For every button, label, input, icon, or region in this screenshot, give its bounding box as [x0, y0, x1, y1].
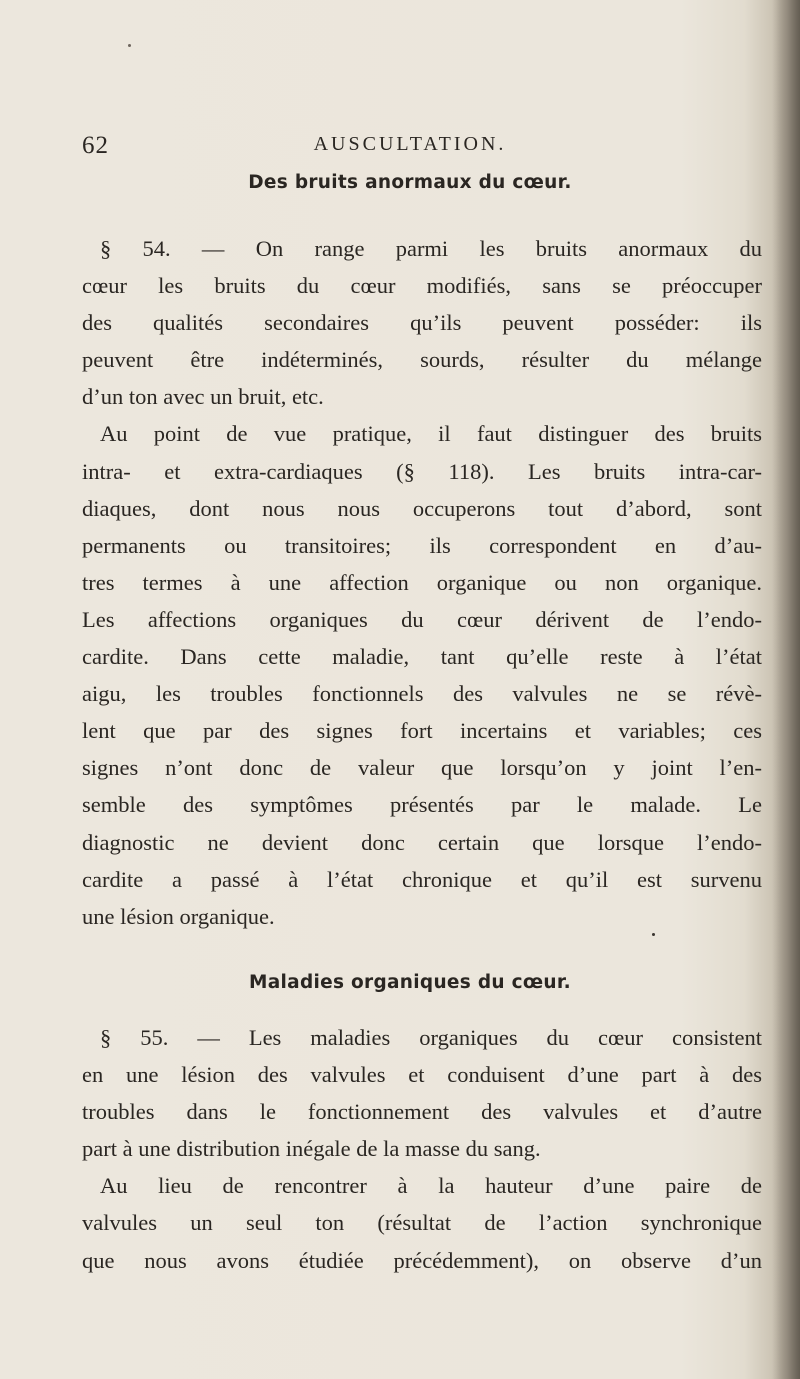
text-line: Au point de vue pratique, il faut distinguer des bruits: [100, 421, 762, 447]
print-speck: [128, 44, 131, 47]
section-body: [82, 1019, 762, 1279]
text-line: § 55. — Les maladies organiques du cœur consistent: [100, 1025, 762, 1050]
text-line: diagnostic ne devient donc certain que lorsque l’endo-: [82, 829, 762, 855]
text-line: semble des symptômes présentés par le malade. Le: [82, 792, 762, 818]
text-line: signes n’ont donc de valeur que lorsqu’on y joint l’en-: [82, 755, 762, 781]
text-line: troubles dans le fonctionnement des valvules et d’autre: [82, 1099, 762, 1125]
section-heading: Des bruits anormaux du cœur.: [248, 172, 572, 193]
text-line: tres termes à une affection organique ou non organique.: [82, 569, 762, 595]
text-line: que nous avons étudiée précédemment), on observe d’un: [82, 1247, 762, 1273]
text-line: intra- et extra-cardiaques (§ 118). Les bruits intra-car-: [82, 458, 762, 484]
text-line: § 54. — On range parmi les bruits anormaux du: [100, 236, 762, 261]
text-line: en une lésion des valvules et conduisent d’une part à des: [82, 1062, 762, 1088]
text-line: lent que par des signes fort incertains et variables; ces: [82, 718, 762, 744]
text-line: Au lieu de rencontrer à la hauteur d’une paire de: [100, 1173, 762, 1199]
text-line: aigu, les troubles fonctionnels des valvules ne se révè-: [82, 681, 762, 707]
text-line: cœur les bruits du cœur modifiés, sans se préoccuper: [82, 273, 762, 299]
print-speck: [652, 933, 655, 936]
text-line: permanents ou transitoires; ils correspondent en d’au-: [82, 532, 762, 558]
page-number: 62: [82, 132, 109, 159]
section-heading: Maladies organiques du cœur.: [249, 972, 571, 993]
text-line: peuvent être indéterminés, sourds, résulter du mélange: [82, 347, 762, 373]
text-line: diaques, dont nous nous occuperons tout d’abord, sont: [82, 495, 762, 521]
text-line: une lésion organique.: [82, 903, 275, 929]
text-line: cardite. Dans cette maladie, tant qu’elle reste à l’état: [82, 644, 762, 670]
text-line: d’un ton avec un bruit, etc.: [82, 384, 324, 410]
text-line: des qualités secondaires qu’ils peuvent posséder: ils: [82, 310, 762, 336]
text-line: valvules un seul ton (résultat de l’action synchronique: [82, 1210, 762, 1236]
section-body: [82, 230, 762, 935]
page-edge-shadow: [772, 0, 800, 1379]
running-head: [0, 132, 800, 162]
text-line: Les affections organiques du cœur dérivent de l’endo-: [82, 606, 762, 632]
running-title: AUSCULTATION.: [313, 133, 507, 155]
text-line: cardite a passé à l’état chronique et qu’il est survenu: [82, 866, 762, 892]
text-line: part à une distribution inégale de la masse du sang.: [82, 1136, 541, 1162]
